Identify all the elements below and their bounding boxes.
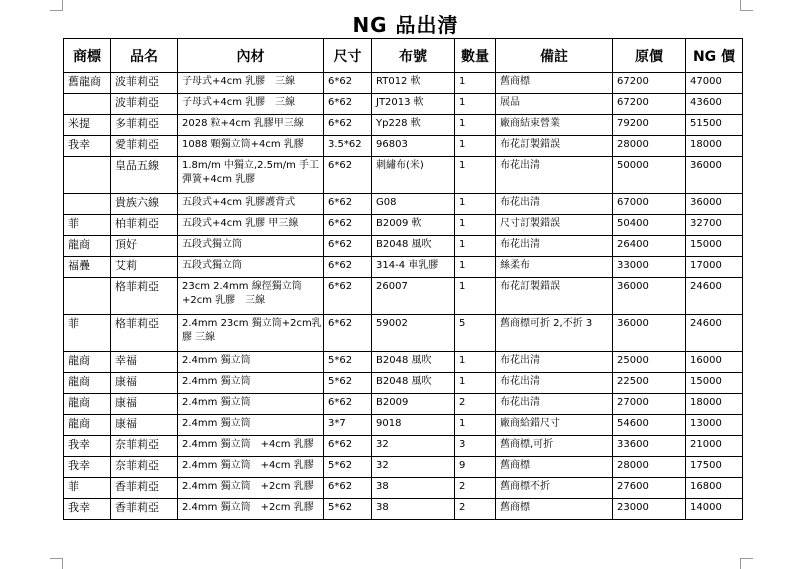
material-cell: 子母式+4cm 乳膠 三線 (178, 73, 324, 94)
note-cell: 布花出清 (496, 394, 613, 415)
qty-cell: 1 (455, 373, 496, 394)
fabric-cell: Yp228 軟 (372, 115, 455, 136)
header-note: 備註 (496, 39, 613, 73)
brand-cell (64, 194, 111, 215)
size-cell: 6*62 (324, 115, 372, 136)
table-row (64, 436, 743, 457)
name-cell: 康福 (111, 415, 178, 436)
brand-cell (64, 157, 111, 194)
brand-cell: 龍商 (64, 394, 111, 415)
fabric-cell: B2048 風吹 (372, 352, 455, 373)
note-cell: 舊商標,可折 (496, 436, 613, 457)
brand-cell: 龍商 (64, 352, 111, 373)
ng-price-cell: 43600 (686, 94, 743, 115)
material-cell: 2.4mm 獨立筒 +2cm 乳膠 (178, 478, 324, 499)
table-row (64, 236, 743, 257)
note-cell: 舊商標 (496, 499, 613, 520)
name-cell: 柏菲莉亞 (111, 215, 178, 236)
fabric-cell: B2048 風吹 (372, 236, 455, 257)
table-row (64, 94, 743, 115)
size-cell: 6*62 (324, 157, 372, 194)
orig-price-cell: 67200 (613, 73, 686, 94)
fabric-cell: RT012 軟 (372, 73, 455, 94)
qty-cell: 1 (455, 194, 496, 215)
ng-price-cell: 21000 (686, 436, 743, 457)
note-cell: 布花訂製錯誤 (496, 136, 613, 157)
fabric-cell: 314-4 車乳膠 (372, 257, 455, 278)
brand-cell: 我幸 (64, 457, 111, 478)
note-cell: 布花出清 (496, 352, 613, 373)
name-cell: 奈菲莉亞 (111, 457, 178, 478)
ng-price-cell: 32700 (686, 215, 743, 236)
table-row (64, 194, 743, 215)
material-cell: 2.4mm 23cm 獨立筒+2cm乳膠 三線 (178, 315, 324, 352)
fabric-cell: 32 (372, 457, 455, 478)
brand-cell: 菲 (64, 315, 111, 352)
brand-cell: 我幸 (64, 436, 111, 457)
note-cell: 布花出清 (496, 236, 613, 257)
material-cell: 五段式+4cm 乳膠護背式 (178, 194, 324, 215)
material-cell: 2.4mm 獨立筒 (178, 415, 324, 436)
orig-price-cell: 33600 (613, 436, 686, 457)
ng-price-cell: 24600 (686, 278, 743, 315)
qty-cell: 1 (455, 115, 496, 136)
size-cell: 5*62 (324, 373, 372, 394)
note-cell: 舊商標 (496, 73, 613, 94)
fabric-cell: G08 (372, 194, 455, 215)
note-cell: 布花出清 (496, 194, 613, 215)
fabric-cell: B2009 軟 (372, 215, 455, 236)
table-row (64, 478, 743, 499)
header-size: 尺寸 (324, 39, 372, 73)
size-cell: 6*62 (324, 257, 372, 278)
size-cell: 5*62 (324, 499, 372, 520)
note-cell: 舊商標不折 (496, 478, 613, 499)
ng-price-cell: 36000 (686, 157, 743, 194)
qty-cell: 1 (455, 94, 496, 115)
orig-price-cell: 22500 (613, 373, 686, 394)
fabric-cell: JT2013 軟 (372, 94, 455, 115)
size-cell: 6*62 (324, 215, 372, 236)
crop-mark-bottom-left (50, 558, 63, 569)
qty-cell: 1 (455, 157, 496, 194)
size-cell: 6*62 (324, 478, 372, 499)
name-cell: 皇品五線 (111, 157, 178, 194)
material-cell: 1.8m/m 中獨立,2.5m/m 手工彈簧+4cm 乳膠 (178, 157, 324, 194)
header-name: 品名 (111, 39, 178, 73)
table-row (64, 257, 743, 278)
size-cell: 5*62 (324, 352, 372, 373)
fabric-cell: 59002 (372, 315, 455, 352)
fabric-cell: B2048 風吹 (372, 373, 455, 394)
note-cell: 廠商給錯尺寸 (496, 415, 613, 436)
material-cell: 23cm 2.4mm 線徑獨立筒+2cm 乳膠 三線 (178, 278, 324, 315)
brand-cell: 龍商 (64, 415, 111, 436)
name-cell: 幸福 (111, 352, 178, 373)
table-row (64, 315, 743, 352)
table-row (64, 394, 743, 415)
table-row (64, 157, 743, 194)
material-cell: 1088 顆獨立筒+4cm 乳膠 (178, 136, 324, 157)
name-cell: 康福 (111, 373, 178, 394)
brand-cell: 米提 (64, 115, 111, 136)
orig-price-cell: 27600 (613, 478, 686, 499)
material-cell: 2028 粒+4cm 乳膠甲三線 (178, 115, 324, 136)
fabric-cell: 26007 (372, 278, 455, 315)
fabric-cell: 38 (372, 478, 455, 499)
note-cell: 舊商標 (496, 457, 613, 478)
orig-price-cell: 50000 (613, 157, 686, 194)
name-cell: 頂好 (111, 236, 178, 257)
material-cell: 五段式獨立筒 (178, 257, 324, 278)
qty-cell: 3 (455, 436, 496, 457)
header-fabric: 布號 (372, 39, 455, 73)
fabric-cell: 刺繡布(米) (372, 157, 455, 194)
size-cell: 6*62 (324, 73, 372, 94)
header-row (64, 39, 743, 73)
qty-cell: 2 (455, 394, 496, 415)
name-cell: 波菲莉亞 (111, 73, 178, 94)
brand-cell: 舊龍商 (64, 73, 111, 94)
orig-price-cell: 33000 (613, 257, 686, 278)
size-cell: 6*62 (324, 315, 372, 352)
header-qty: 數量 (455, 39, 496, 73)
name-cell: 奈菲莉亞 (111, 436, 178, 457)
note-cell: 展品 (496, 94, 613, 115)
note-cell: 布花出清 (496, 373, 613, 394)
material-cell: 2.4mm 獨立筒 (178, 373, 324, 394)
fabric-cell: 32 (372, 436, 455, 457)
name-cell: 艾莉 (111, 257, 178, 278)
qty-cell: 1 (455, 415, 496, 436)
qty-cell: 1 (455, 136, 496, 157)
note-cell: 布花出清 (496, 157, 613, 194)
table-row (64, 278, 743, 315)
orig-price-cell: 67000 (613, 194, 686, 215)
orig-price-cell: 28000 (613, 457, 686, 478)
qty-cell: 1 (455, 352, 496, 373)
qty-cell: 5 (455, 315, 496, 352)
orig-price-cell: 54600 (613, 415, 686, 436)
size-cell: 6*62 (324, 278, 372, 315)
orig-price-cell: 23000 (613, 499, 686, 520)
note-cell: 尺寸訂製錯誤 (496, 215, 613, 236)
name-cell: 香菲莉亞 (111, 499, 178, 520)
ng-price-cell: 24600 (686, 315, 743, 352)
brand-cell: 菲 (64, 215, 111, 236)
size-cell: 6*62 (324, 394, 372, 415)
name-cell: 波菲莉亞 (111, 94, 178, 115)
note-cell: 絲柔布 (496, 257, 613, 278)
orig-price-cell: 67200 (613, 94, 686, 115)
orig-price-cell: 28000 (613, 136, 686, 157)
crop-mark-bottom-right (740, 558, 753, 569)
brand-cell (64, 94, 111, 115)
header-orig-price: 原價 (613, 39, 686, 73)
table-row (64, 352, 743, 373)
brand-cell: 我幸 (64, 499, 111, 520)
material-cell: 2.4mm 獨立筒 +4cm 乳膠 (178, 436, 324, 457)
qty-cell: 1 (455, 73, 496, 94)
table-row (64, 115, 743, 136)
qty-cell: 1 (455, 236, 496, 257)
material-cell: 2.4mm 獨立筒 (178, 352, 324, 373)
qty-cell: 9 (455, 457, 496, 478)
material-cell: 五段式獨立筒 (178, 236, 324, 257)
material-cell: 五段式+4cm 乳膠 甲三線 (178, 215, 324, 236)
fabric-cell: 96803 (372, 136, 455, 157)
table-row (64, 373, 743, 394)
table-row (64, 499, 743, 520)
brand-cell: 福疊 (64, 257, 111, 278)
note-cell: 布花訂製錯誤 (496, 278, 613, 315)
ng-price-cell: 18000 (686, 394, 743, 415)
size-cell: 5*62 (324, 457, 372, 478)
qty-cell: 1 (455, 215, 496, 236)
name-cell: 格菲莉亞 (111, 315, 178, 352)
size-cell: 6*62 (324, 94, 372, 115)
size-cell: 3*7 (324, 415, 372, 436)
orig-price-cell: 27000 (613, 394, 686, 415)
orig-price-cell: 25000 (613, 352, 686, 373)
orig-price-cell: 26400 (613, 236, 686, 257)
qty-cell: 1 (455, 257, 496, 278)
name-cell: 愛菲莉亞 (111, 136, 178, 157)
orig-price-cell: 50400 (613, 215, 686, 236)
size-cell: 3.5*62 (324, 136, 372, 157)
table-row (64, 457, 743, 478)
ng-price-cell: 18000 (686, 136, 743, 157)
ng-price-cell: 15000 (686, 236, 743, 257)
brand-cell: 菲 (64, 478, 111, 499)
qty-cell: 1 (455, 278, 496, 315)
fabric-cell: 9018 (372, 415, 455, 436)
orig-price-cell: 36000 (613, 315, 686, 352)
ng-price-cell: 16800 (686, 478, 743, 499)
orig-price-cell: 79200 (613, 115, 686, 136)
ng-price-cell: 13000 (686, 415, 743, 436)
name-cell: 多菲莉亞 (111, 115, 178, 136)
name-cell: 貴族六線 (111, 194, 178, 215)
ng-price-cell: 17000 (686, 257, 743, 278)
fabric-cell: 38 (372, 499, 455, 520)
ng-price-cell: 15000 (686, 373, 743, 394)
material-cell: 2.4mm 獨立筒 +4cm 乳膠 (178, 457, 324, 478)
name-cell: 格菲莉亞 (111, 278, 178, 315)
qty-cell: 2 (455, 499, 496, 520)
table-row (64, 73, 743, 94)
ng-clearance-table (63, 38, 743, 520)
ng-price-cell: 51500 (686, 115, 743, 136)
brand-cell: 龍商 (64, 373, 111, 394)
brand-cell (64, 278, 111, 315)
page-title: NG 品出清 (352, 13, 459, 37)
material-cell: 2.4mm 獨立筒 (178, 394, 324, 415)
header-material: 內材 (178, 39, 324, 73)
material-cell: 子母式+4cm 乳膠 三線 (178, 94, 324, 115)
table-body (64, 73, 743, 520)
header-ng-price: NG 價 (686, 39, 743, 73)
table-row (64, 415, 743, 436)
size-cell: 6*62 (324, 436, 372, 457)
size-cell: 6*62 (324, 236, 372, 257)
note-cell: 舊商標可折 2,不折 3 (496, 315, 613, 352)
ng-price-cell: 17500 (686, 457, 743, 478)
material-cell: 2.4mm 獨立筒 +2cm 乳膠 (178, 499, 324, 520)
size-cell: 6*62 (324, 194, 372, 215)
ng-price-cell: 14000 (686, 499, 743, 520)
ng-price-cell: 36000 (686, 194, 743, 215)
header-brand: 商標 (64, 39, 111, 73)
ng-price-cell: 47000 (686, 73, 743, 94)
name-cell: 康福 (111, 394, 178, 415)
brand-cell: 龍商 (64, 236, 111, 257)
table-row (64, 136, 743, 157)
orig-price-cell: 36000 (613, 278, 686, 315)
table-row (64, 215, 743, 236)
fabric-cell: B2009 (372, 394, 455, 415)
ng-price-cell: 16000 (686, 352, 743, 373)
brand-cell: 我幸 (64, 136, 111, 157)
note-cell: 廠商結束營業 (496, 115, 613, 136)
qty-cell: 2 (455, 478, 496, 499)
name-cell: 香菲莉亞 (111, 478, 178, 499)
